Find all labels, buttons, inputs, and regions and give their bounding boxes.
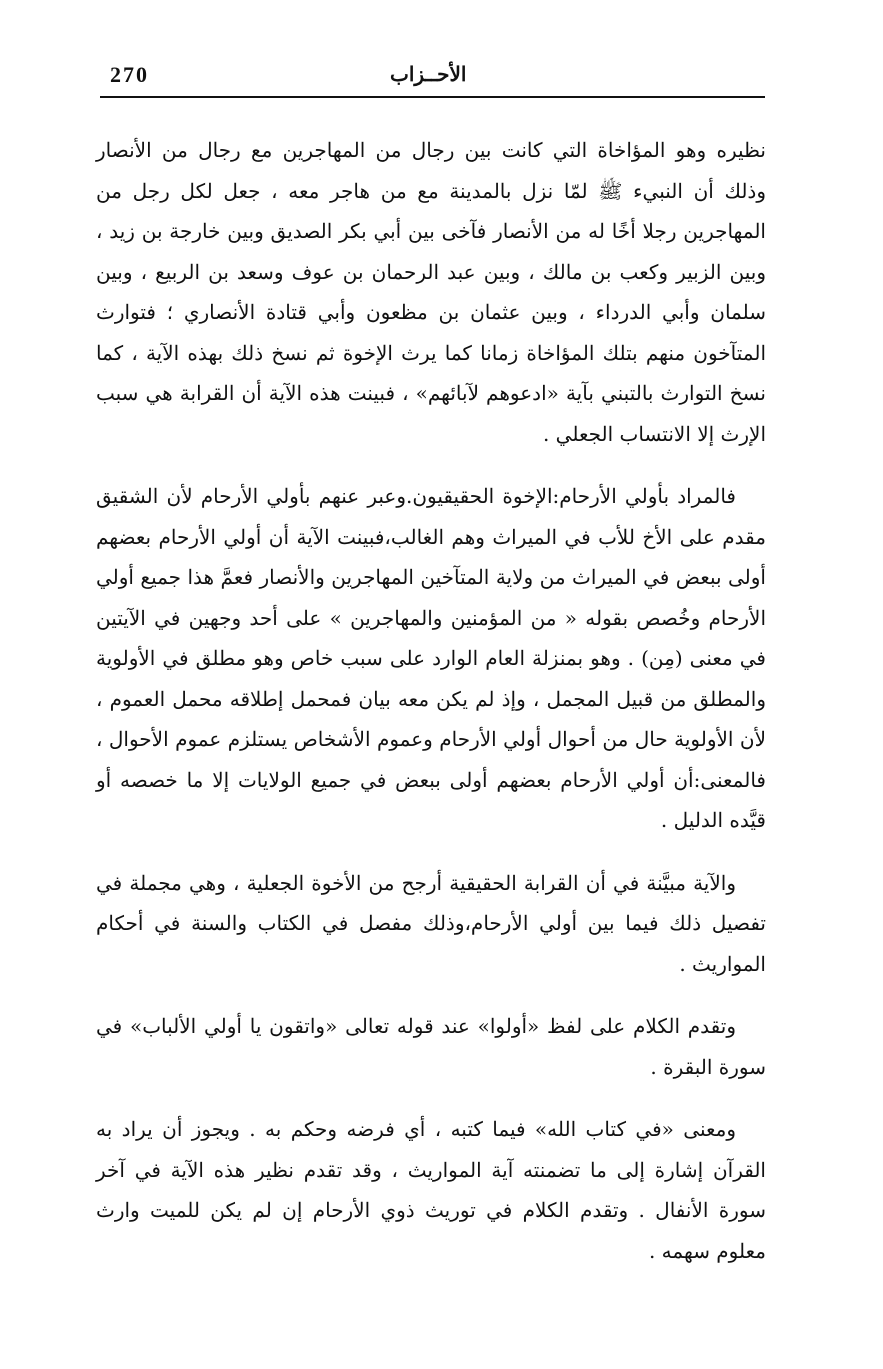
paragraph: فالمراد بأولي الأرحام:الإخوة الحقيقيون.وعبر عنهم بأولي الأرحام لأن الشقيق مقدم على الأخ للأب في الميراث وهم الغالب،فبينت الآية أن أولي الأرحام بعضهم أولى ببعض في الميراث من ولاية المتآخين المهاجرين والأنصار فعمَّ هذا جميع أولي الأرحام وخُصص بقوله « من المؤمنين والمهاجرين » على أحد وجهين في الآيتين في معنى (مِن) . وهو بمنزلة العام الوارد على سبب خاص وهو مطلق في الأولوية والمطلق من قبيل المجمل ، وإذ لم يكن معه بيان فمحمل إطلاقه محمل العموم ، لأن الأولوية حال من أحوال أولي الأرحام وعموم الأشخاص يستلزم عموم الأحوال ، فالمعنى:أن أولي الأرحام بعضهم أولى ببعض في جميع الولايات إلا ما خصصه أو قيَّده الدليل . xyxy=(96,484,766,832)
surah-title: الأحــزاب xyxy=(390,62,467,86)
body-text xyxy=(96,130,766,1293)
page-number: 270 xyxy=(110,62,149,87)
paragraph: نظيره وهو المؤاخاة التي كانت بين رجال من المهاجرين مع رجال من الأنصار وذلك أن النبيء ﷺ لمّا نزل بالمدينة مع من هاجر معه ، جعل لكل رجل من المهاجرين رجلا أخًا له من الأنصار فآخى بين أبي بكر الصديق وبين خارجة بن زيد ، وبين الزبير وكعب بن مالك ، وبين عبد الرحمان بن عوف وسعد بن الربيع ، وبين سلمان وأبي الدرداء ، وبين عثمان بن مظعون وأبي قتادة الأنصاري ؛ فتوارث المتآخون منهم بتلك المؤاخاة زمانا كما يرث الإخوة ثم نسخ ذلك بهذه الآية ، كما نسخ التوارث بالتبني بآية «ادعوهم لآبائهم» ، فبينت هذه الآية أن القرابة هي سبب الإرث إلا الانتساب الجعلي . xyxy=(96,138,767,446)
paragraph: ومعنى «في كتاب الله» فيما كتبه ، أي فرضه وحكم به . ويجوز أن يراد به القرآن إشارة إلى ما تضمنته آية المواريث ، وقد تقدم نظير هذه الآية في آخر سورة الأنفال . وتقدم الكلام في توريث ذوي الأرحام إن لم يكن للميت وارث معلوم سهمه . xyxy=(96,1117,766,1263)
running-header xyxy=(100,58,765,94)
paragraph: وتقدم الكلام على لفظ «أولوا» عند قوله تعالى «واتقون يا أولي الألباب» في سورة البقرة . xyxy=(96,1014,766,1079)
header-rule xyxy=(100,96,765,98)
paragraph: والآية مبيَّنة في أن القرابة الحقيقية أرجح من الأخوة الجعلية ، وهي مجملة في تفصيل ذلك فيما بين أولي الأرحام،وذلك مفصل في الكتاب والسنة في أحكام المواريث . xyxy=(96,870,766,976)
